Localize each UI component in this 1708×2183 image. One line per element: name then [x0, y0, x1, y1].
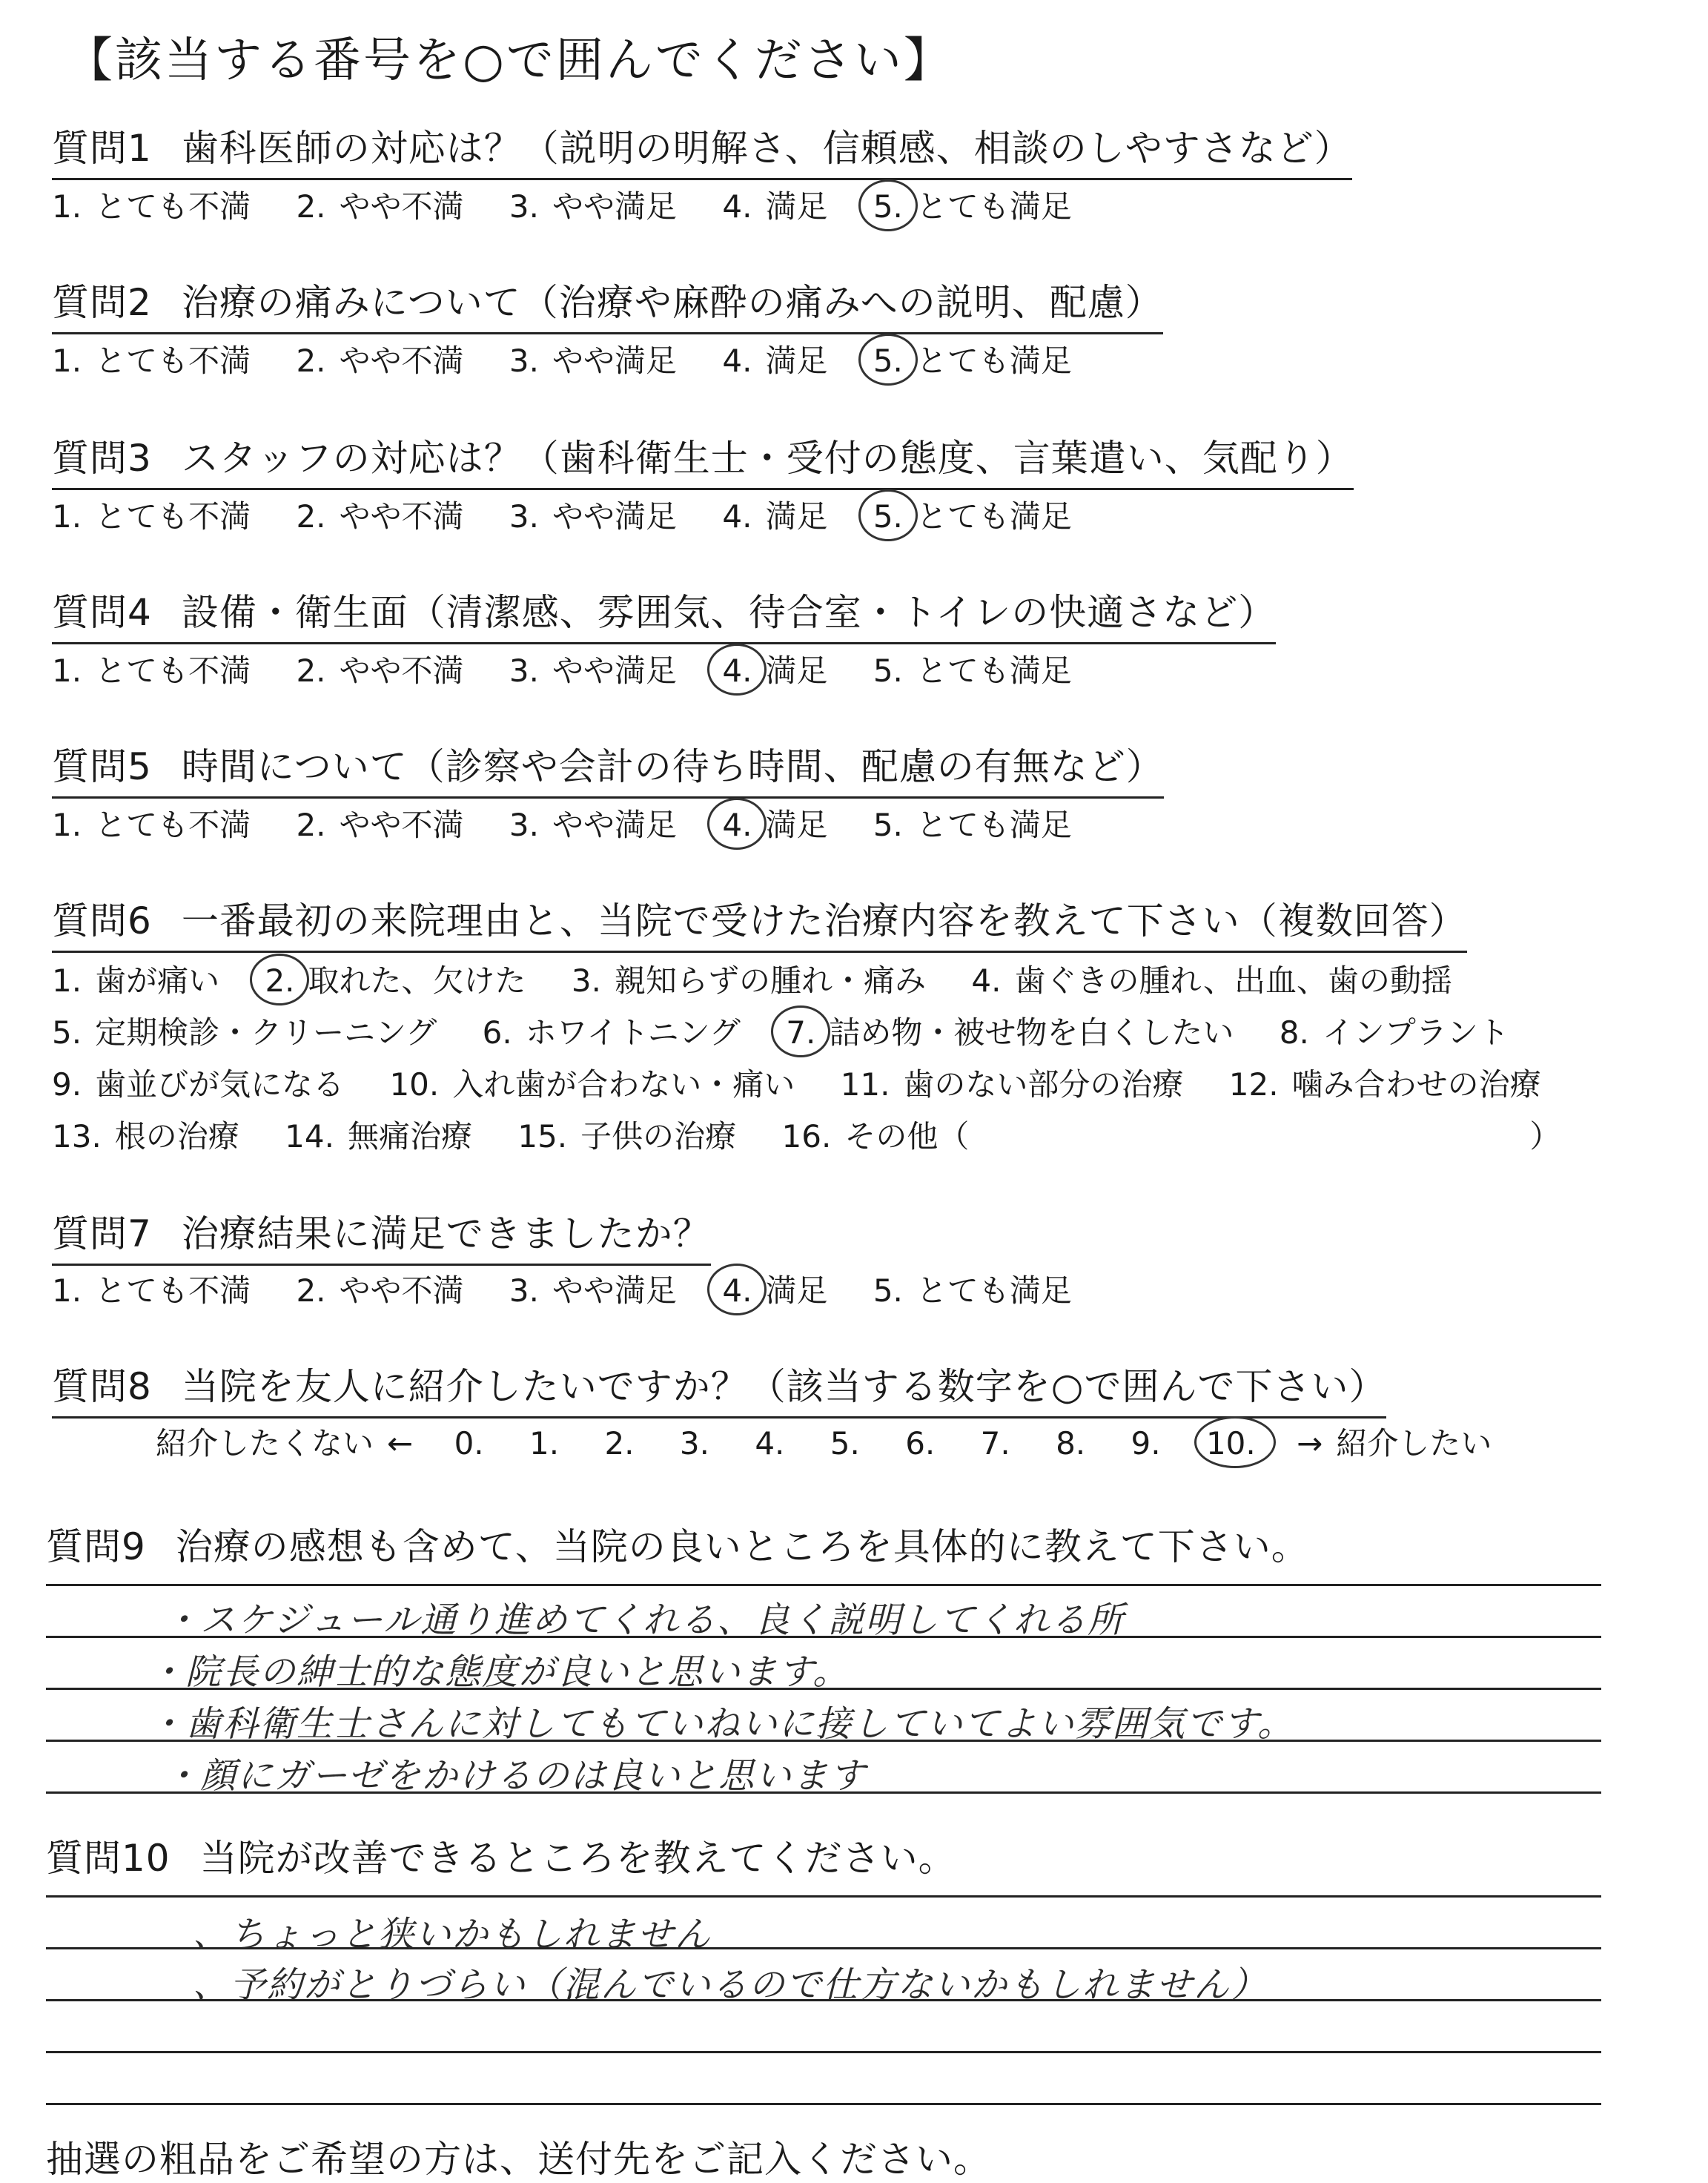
question-3-heading	[52, 429, 1354, 490]
q6-option-15[interactable]: 15. 子供の治療	[517, 1118, 737, 1155]
q9-answer-1[interactable]: ・スケジュール通り進めてくれる、良く説明してくれる所	[163, 1599, 1125, 1641]
q9-answer-2[interactable]: ・院長の紳士的な態度が良いと思います。	[148, 1651, 850, 1693]
q2-option-4[interactable]: 4. 満足	[722, 343, 828, 379]
question-10-heading	[46, 1829, 956, 1882]
q10-answer-line-4	[46, 2051, 1601, 2053]
q6-option-9[interactable]: 9. 歯並びが気になる	[52, 1066, 345, 1103]
q1-option-3[interactable]: 3. やや満足	[509, 188, 677, 225]
question-2-heading	[52, 273, 1163, 334]
q4-option-5[interactable]: 5. とても満足	[873, 653, 1072, 689]
q1-option-1[interactable]: 1. とても不満	[52, 188, 251, 225]
question-6-number: 質問6	[52, 899, 152, 942]
scale-4[interactable]: 4.	[755, 1425, 785, 1462]
q1-option-4[interactable]: 4. 満足	[722, 188, 828, 225]
q4-option-2[interactable]: 2. やや不満	[296, 653, 464, 689]
question-10-number: 質問10	[46, 1837, 171, 1880]
question-6-row-2	[52, 1008, 1545, 1053]
question-5-heading	[52, 737, 1164, 799]
question-8-text: 当院を友人に紹介したいですか？（該当する数字を○で囲んで下さい）	[181, 1365, 1387, 1408]
scale-9[interactable]: 9.	[1131, 1425, 1161, 1462]
q2-option-5-circled[interactable]: 5. とても満足	[873, 343, 1072, 379]
scale-10-circled[interactable]: 10.	[1205, 1425, 1256, 1462]
question-3-options	[52, 492, 1108, 537]
q7-option-2[interactable]: 2. やや不満	[296, 1272, 464, 1309]
q6-option-11[interactable]: 11. 歯のない部分の治療	[840, 1066, 1184, 1103]
question-4-options	[52, 647, 1108, 691]
question-8-number: 質問8	[52, 1365, 152, 1408]
scale-2[interactable]: 2.	[604, 1425, 635, 1462]
scale-5[interactable]: 5.	[830, 1425, 860, 1462]
question-6-row-4	[52, 1112, 1596, 1157]
q1-option-2[interactable]: 2. やや不満	[296, 188, 464, 225]
question-2-number: 質問2	[52, 281, 152, 324]
q4-option-1[interactable]: 1. とても不満	[52, 653, 251, 689]
question-6-text: 一番最初の来院理由と、当院で受けた治療内容を教えて下さい（複数回答）	[181, 899, 1467, 942]
q3-option-4[interactable]: 4. 満足	[722, 498, 828, 535]
q7-option-3[interactable]: 3. やや満足	[509, 1272, 677, 1309]
question-2-text: 治療の痛みについて（治療や麻酔の痛みへの説明、配慮）	[181, 281, 1163, 324]
q6-option-6[interactable]: 6. ホワイトニング	[482, 1014, 741, 1051]
q5-option-5[interactable]: 5. とても満足	[873, 807, 1072, 843]
question-2-options	[52, 337, 1108, 381]
q6-option-2-circled[interactable]: 2. 取れた、欠けた	[265, 962, 526, 999]
question-9-text: 治療の感想も含めて、当院の良いところを具体的に教えて下さい。	[175, 1525, 1309, 1568]
q6-option-13[interactable]: 13. 根の治療	[52, 1118, 239, 1155]
q2-option-1[interactable]: 1. とても不満	[52, 343, 251, 379]
scale-left-label: 紹介したくない	[156, 1425, 374, 1462]
question-3-number: 質問3	[52, 437, 152, 480]
footer-note: 抽選の粗品をご希望の方は、送付先をご記入ください。	[46, 2138, 991, 2181]
question-4-text: 設備・衛生面（清潔感、雰囲気、待合室・トイレの快適さなど）	[181, 591, 1277, 634]
q6-option-5[interactable]: 5. 定期検診・クリーニング	[52, 1014, 437, 1051]
right-arrow-icon: →	[1297, 1425, 1323, 1462]
q6-option-10[interactable]: 10. 入れ歯が合わない・痛い	[389, 1066, 795, 1103]
question-5-options	[52, 801, 1108, 845]
question-1-text: 歯科医師の対応は？（説明の明解さ、信頼感、相談のしやすさなど）	[181, 127, 1352, 170]
q5-option-1[interactable]: 1. とても不満	[52, 807, 251, 843]
q10-answer-2[interactable]: 、予約がとりづらい（混んでいるので仕方ないかもしれません）	[193, 1964, 1268, 2006]
question-5-number: 質問5	[52, 745, 152, 788]
q6-option-14[interactable]: 14. 無痛治療	[285, 1118, 472, 1155]
q9-answer-3[interactable]: ・歯科衛生士さんに対してもていねいに接していてよい雰囲気です。	[148, 1703, 1295, 1745]
q6-option-3[interactable]: 3. 親知らずの腫れ・痛み	[571, 962, 926, 999]
q3-option-3[interactable]: 3. やや満足	[509, 498, 677, 535]
question-1-options	[52, 182, 1108, 227]
q3-option-2[interactable]: 2. やや不満	[296, 498, 464, 535]
q6-option-8[interactable]: 8. インプラント	[1279, 1014, 1509, 1051]
q1-option-5-circled[interactable]: 5. とても満足	[873, 188, 1072, 225]
question-7-options	[52, 1266, 1108, 1311]
scale-7[interactable]: 7.	[980, 1425, 1010, 1462]
question-10-text: 当院が改善できるところを教えてください。	[199, 1837, 956, 1880]
question-3-text: スタッフの対応は？（歯科衛生士・受付の態度、言葉遣い、気配り）	[181, 437, 1354, 480]
q10-answer-line-1	[46, 1895, 1601, 1898]
q9-answer-4[interactable]: ・顔にガーゼをかけるのは良いと思います	[163, 1755, 867, 1797]
question-9-heading	[46, 1517, 1309, 1571]
question-1-heading	[52, 119, 1352, 180]
q6-option-16-other[interactable]: 16. その他（ ）	[781, 1118, 1561, 1155]
scale-0[interactable]: 0.	[454, 1425, 484, 1462]
q10-answer-1[interactable]: 、ちょっと狭いかもしれません	[193, 1914, 712, 1955]
recommend-scale	[156, 1419, 1492, 1464]
question-7-heading	[52, 1204, 711, 1266]
q5-option-3[interactable]: 3. やや満足	[509, 807, 677, 843]
question-6-heading	[52, 891, 1467, 953]
q6-option-4[interactable]: 4. 歯ぐきの腫れ、出血、歯の動揺	[971, 962, 1452, 999]
q7-option-1[interactable]: 1. とても不満	[52, 1272, 251, 1309]
question-7-number: 質問7	[52, 1212, 152, 1255]
q4-option-4-circled[interactable]: 4. 満足	[722, 653, 828, 689]
q2-option-2[interactable]: 2. やや不満	[296, 343, 464, 379]
question-1-number: 質問1	[52, 127, 152, 170]
scale-3[interactable]: 3.	[679, 1425, 709, 1462]
q3-option-1[interactable]: 1. とても不満	[52, 498, 251, 535]
instruction-heading: 【該当する番号を○で囲んでください】	[65, 33, 953, 88]
question-6-row-1	[52, 957, 1488, 1001]
q4-option-3[interactable]: 3. やや満足	[509, 653, 677, 689]
q9-answer-line-1	[46, 1584, 1601, 1586]
q10-answer-line-5	[46, 2103, 1601, 2105]
question-7-text: 治療結果に満足できましたか？	[181, 1212, 711, 1255]
scale-6[interactable]: 6.	[905, 1425, 936, 1462]
q5-option-4-circled[interactable]: 4. 満足	[722, 807, 828, 843]
scale-1[interactable]: 1.	[529, 1425, 560, 1462]
question-8-heading	[52, 1357, 1386, 1419]
q6-option-1[interactable]: 1. 歯が痛い	[52, 962, 220, 999]
q5-option-2[interactable]: 2. やや不満	[296, 807, 464, 843]
q6-option-7-circled[interactable]: 7. 詰め物・被せ物を白くしたい	[786, 1014, 1234, 1051]
question-4-number: 質問4	[52, 591, 152, 634]
left-arrow-icon: ←	[387, 1425, 414, 1462]
scale-right-label: 紹介したい	[1336, 1425, 1492, 1462]
q2-option-3[interactable]: 3. やや満足	[509, 343, 677, 379]
q7-option-4-circled[interactable]: 4. 満足	[722, 1272, 828, 1309]
q6-option-12[interactable]: 12. 噛み合わせの治療	[1228, 1066, 1541, 1103]
q7-option-5[interactable]: 5. とても満足	[873, 1272, 1072, 1309]
scale-8[interactable]: 8.	[1056, 1425, 1086, 1462]
q3-option-5-circled[interactable]: 5. とても満足	[873, 498, 1072, 535]
question-5-text: 時間について（診察や会計の待ち時間、配慮の有無など）	[181, 745, 1164, 788]
question-9-number: 質問9	[46, 1525, 146, 1568]
question-4-heading	[52, 583, 1276, 644]
question-6-row-3	[52, 1060, 1577, 1105]
